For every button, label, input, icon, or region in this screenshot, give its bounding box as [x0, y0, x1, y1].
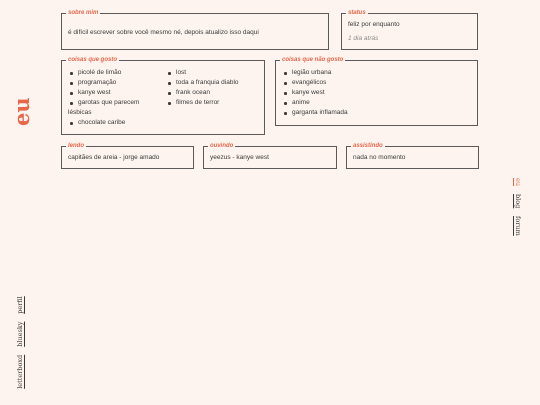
list-item: lost	[166, 68, 264, 78]
status-legend: status	[348, 10, 366, 16]
list-item: filmes de terror	[166, 98, 264, 108]
likes-legend: coisas que gosto	[68, 57, 118, 63]
reading-text: capitães de areia - jorge amado	[68, 154, 160, 161]
list-item: picolé de limão	[68, 68, 164, 78]
dislikes-box	[275, 57, 478, 126]
nav-eu[interactable]: eu	[514, 178, 522, 187]
list-item: frank ocean	[166, 88, 264, 98]
status-time: 1 dia atrás	[348, 35, 379, 42]
nav-forum[interactable]: forum	[514, 216, 522, 237]
reading-box	[61, 143, 194, 169]
likes-list-2	[166, 68, 264, 108]
list-item: programação	[68, 78, 164, 88]
link-letterboxd[interactable]: letterboxd	[16, 354, 24, 389]
main-nav	[514, 178, 522, 236]
social-links	[16, 296, 24, 389]
list-item: garganta inflamada	[282, 108, 348, 118]
likes-list-1	[68, 68, 164, 128]
list-item: toda a franquia diablo	[166, 78, 264, 88]
status-box	[341, 10, 478, 50]
list-item: chocolate caribe	[68, 118, 164, 128]
nav-blog[interactable]: blog	[514, 194, 522, 209]
watching-text: nada no momento	[353, 154, 406, 161]
list-item-wrap: lésbicas	[68, 109, 92, 116]
link-perfil[interactable]: perfil	[16, 296, 24, 314]
likes-box	[61, 57, 265, 135]
status-text: feliz por enquanto	[348, 21, 400, 28]
listening-legend: ouvindo	[210, 143, 234, 149]
list-item: legião urbana	[282, 68, 348, 78]
listening-box	[203, 143, 337, 169]
about-legend: sobre mim	[68, 10, 99, 16]
list-item: kanye west	[68, 88, 164, 98]
list-item: anime	[282, 98, 348, 108]
watching-legend: assistindo	[353, 143, 383, 149]
list-item: evangélicos	[282, 78, 348, 88]
dislikes-list	[282, 68, 348, 118]
listening-text: yeezus - kanye west	[210, 154, 269, 161]
dislikes-legend: coisas que não gosto	[282, 57, 344, 63]
about-box	[61, 10, 329, 50]
brand-logo[interactable]: eu	[9, 97, 34, 127]
list-item: garotas que parecem	[68, 98, 164, 108]
list-item: kanye west	[282, 88, 348, 98]
link-bluesky[interactable]: bluesky	[16, 321, 24, 347]
about-text: é difícil escrever sobre você mesmo né, depois atualizo isso daqui	[68, 29, 259, 36]
reading-legend: lendo	[68, 143, 84, 149]
watching-box	[346, 143, 479, 169]
